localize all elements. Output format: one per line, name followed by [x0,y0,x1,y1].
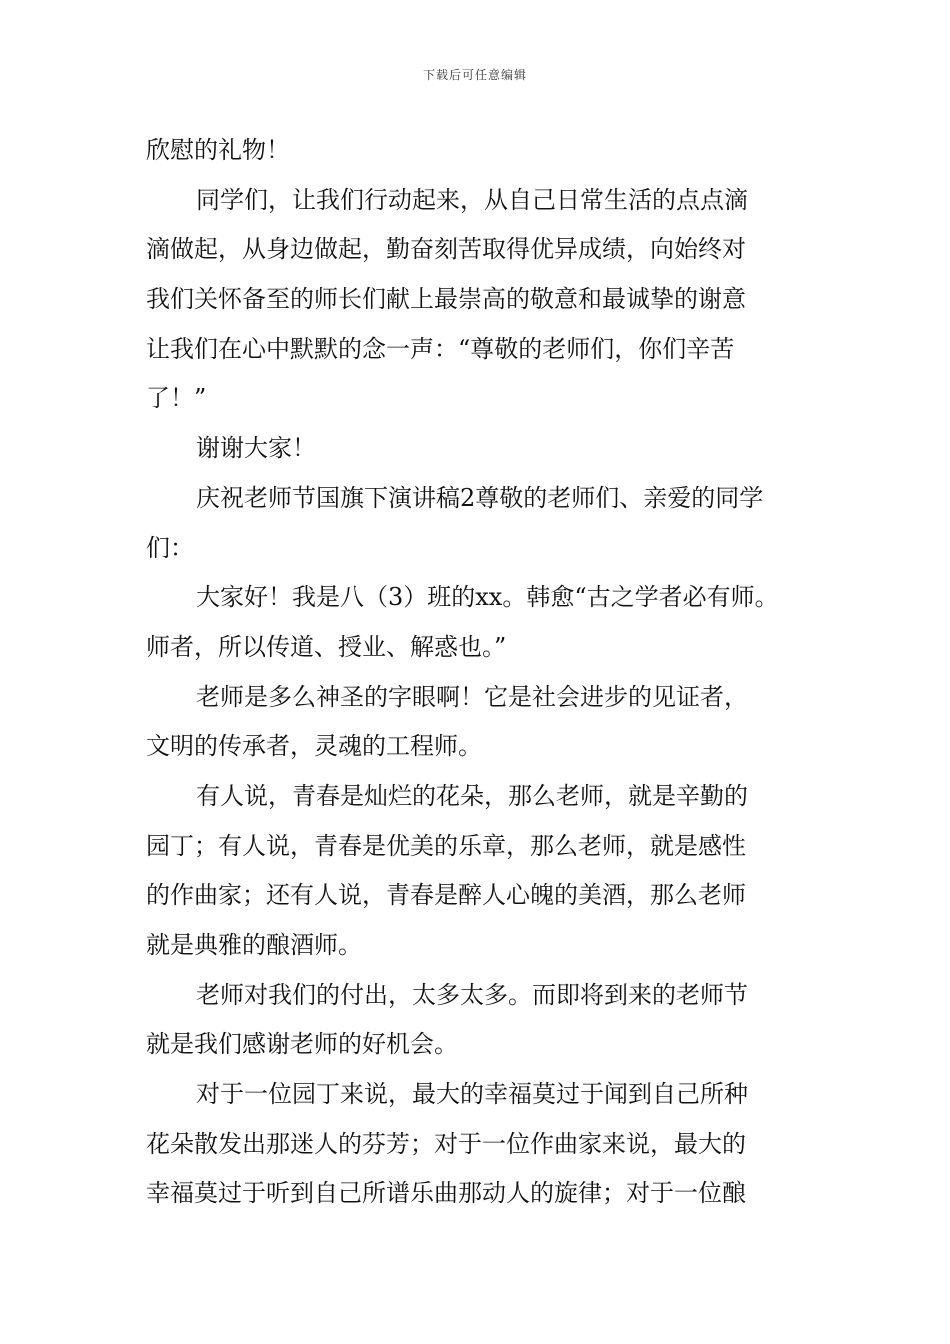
paragraph [146,176,810,424]
text-line: 的作曲家；还有人说，青春是醉人心魄的美酒，那么老师 [146,881,746,910]
text-line: 们： [146,533,194,562]
text-line: 了！” [146,384,207,413]
text-line: 花朵散发出那迷人的芬芳；对于一位作曲家来说，最大的 [146,1129,746,1158]
text-line: 就是我们感谢老师的好机会。 [146,1030,458,1059]
text-line: 我们关怀备至的师长们献上最崇高的敬意和最诚挚的谢意 [146,285,746,314]
paragraph [146,424,810,474]
text-line: 滴做起，从身边做起，勤奋刻苦取得优异成绩，向始终对 [146,235,746,264]
text-line: 欣慰的礼物！ [146,136,290,164]
text-line: 师者，所以传道、授业、解惑也。” [146,632,507,661]
text-line: 老师对我们的付出，太多太多。而即将到来的老师节 [196,980,748,1009]
text-line: 庆祝老师节国旗下演讲稿2尊敬的老师们、亲爱的同学 [196,483,764,512]
text-line: 对于一位园丁来说，最大的幸福莫过于闻到自己所种 [196,1080,748,1109]
paragraph [146,971,810,1070]
text-line: 大家好！我是八（3）班的xx。韩愈“古之学者必有师。 [196,583,779,612]
text-line: 谢谢大家！ [196,434,316,463]
paragraph [146,1070,810,1219]
text-line: 文明的传承者，灵魂的工程师。 [146,732,482,761]
text-line: 同学们，让我们行动起来，从自己日常生活的点点滴 [196,185,748,214]
paragraph [146,673,810,772]
page-header: 下载后可任意编辑 [422,68,527,82]
paragraph [146,573,810,672]
text-line: 有人说，青春是灿烂的花朵，那么老师，就是辛勤的 [196,781,748,810]
text-line: 幸福莫过于听到自己所谱乐曲那动人的旋律；对于一位酿 [146,1179,746,1208]
document-body [146,126,810,1219]
paragraph [146,474,810,573]
text-line: 园丁；有人说，青春是优美的乐章，那么老师，就是感性 [146,831,746,860]
text-line: 让我们在心中默默的念一声：“尊敬的老师们，你们辛苦 [146,334,735,363]
paragraph [146,126,810,176]
text-line: 就是典雅的酿酒师。 [146,931,362,959]
text-line: 老师是多么神圣的字眼啊！它是社会进步的见证者， [196,682,748,711]
paragraph [146,772,810,971]
